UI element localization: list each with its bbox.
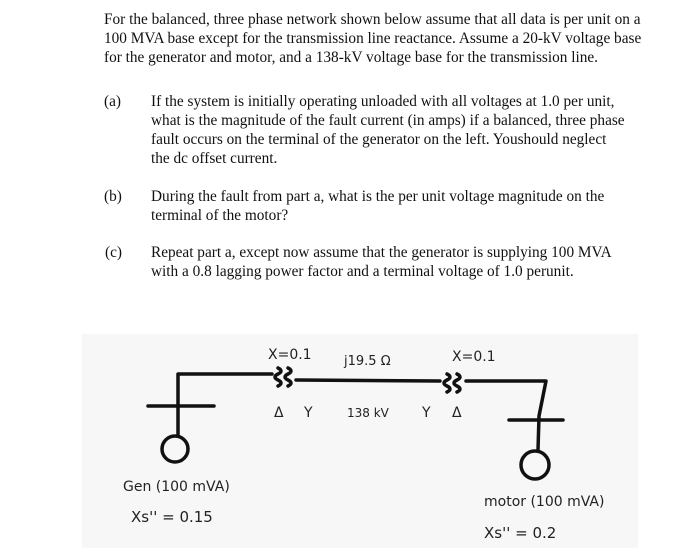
question-line: with a 0.8 lagging power factor and a terminal voltage of 1.0 perunit. — [151, 263, 574, 280]
motor-label: motor (100 mVA) — [484, 494, 605, 510]
intro-line: for the generator and motor, and a 138-kV voltage base for the transmission line. — [104, 49, 598, 66]
motor-symbol — [466, 381, 563, 479]
generator-symbol — [148, 374, 272, 462]
question-label-a: (a) — [104, 93, 121, 110]
line-voltage: 138 kV — [347, 406, 389, 420]
transformer2-secondary-connection: Δ — [452, 405, 462, 421]
transformer2-primary-connection: Y — [422, 405, 431, 421]
generator-reactance: Xs'' = 0.15 — [131, 508, 213, 526]
transmission-line — [296, 380, 440, 381]
intro-line: For the balanced, three phase network shown below assume that all data is per unit on a — [104, 11, 641, 28]
line-impedance: j19.5 Ω — [344, 354, 391, 369]
transformer1-coil-icon — [275, 368, 291, 386]
question-line: If the system is initially operating unloaded with all voltages at 1.0 per unit, — [151, 93, 615, 110]
motor-reactance: Xs'' = 0.2 — [484, 524, 557, 542]
transformer1-secondary-connection: Y — [304, 405, 313, 421]
question-line: Repeat part a, except now assume that the generator is supplying 100 MVA — [151, 244, 612, 261]
question-line: fault occurs on the terminal of the generator on the left. Youshould neglect — [151, 131, 607, 148]
question-line: During the fault from part a, what is the per unit voltage magnitude on the — [151, 188, 605, 205]
question-line: terminal of the motor? — [151, 207, 289, 224]
intro-line: 100 MVA base except for the transmission line reactance. Assume a 20-kV voltage base — [104, 30, 642, 47]
transformer1-primary-connection: Δ — [274, 405, 284, 421]
transformer2-coil-icon — [444, 374, 460, 392]
question-label-c: (c) — [105, 244, 122, 261]
question-line: the dc offset current. — [151, 150, 278, 167]
question-line: what is the magnitude of the fault current (in amps) if a balanced, three phase — [151, 112, 625, 129]
transformer1-reactance: X=0.1 — [268, 347, 312, 363]
generator-label: Gen (100 mVA) — [123, 479, 230, 495]
transformer2-reactance: X=0.1 — [452, 349, 496, 365]
question-label-b: (b) — [104, 188, 122, 205]
